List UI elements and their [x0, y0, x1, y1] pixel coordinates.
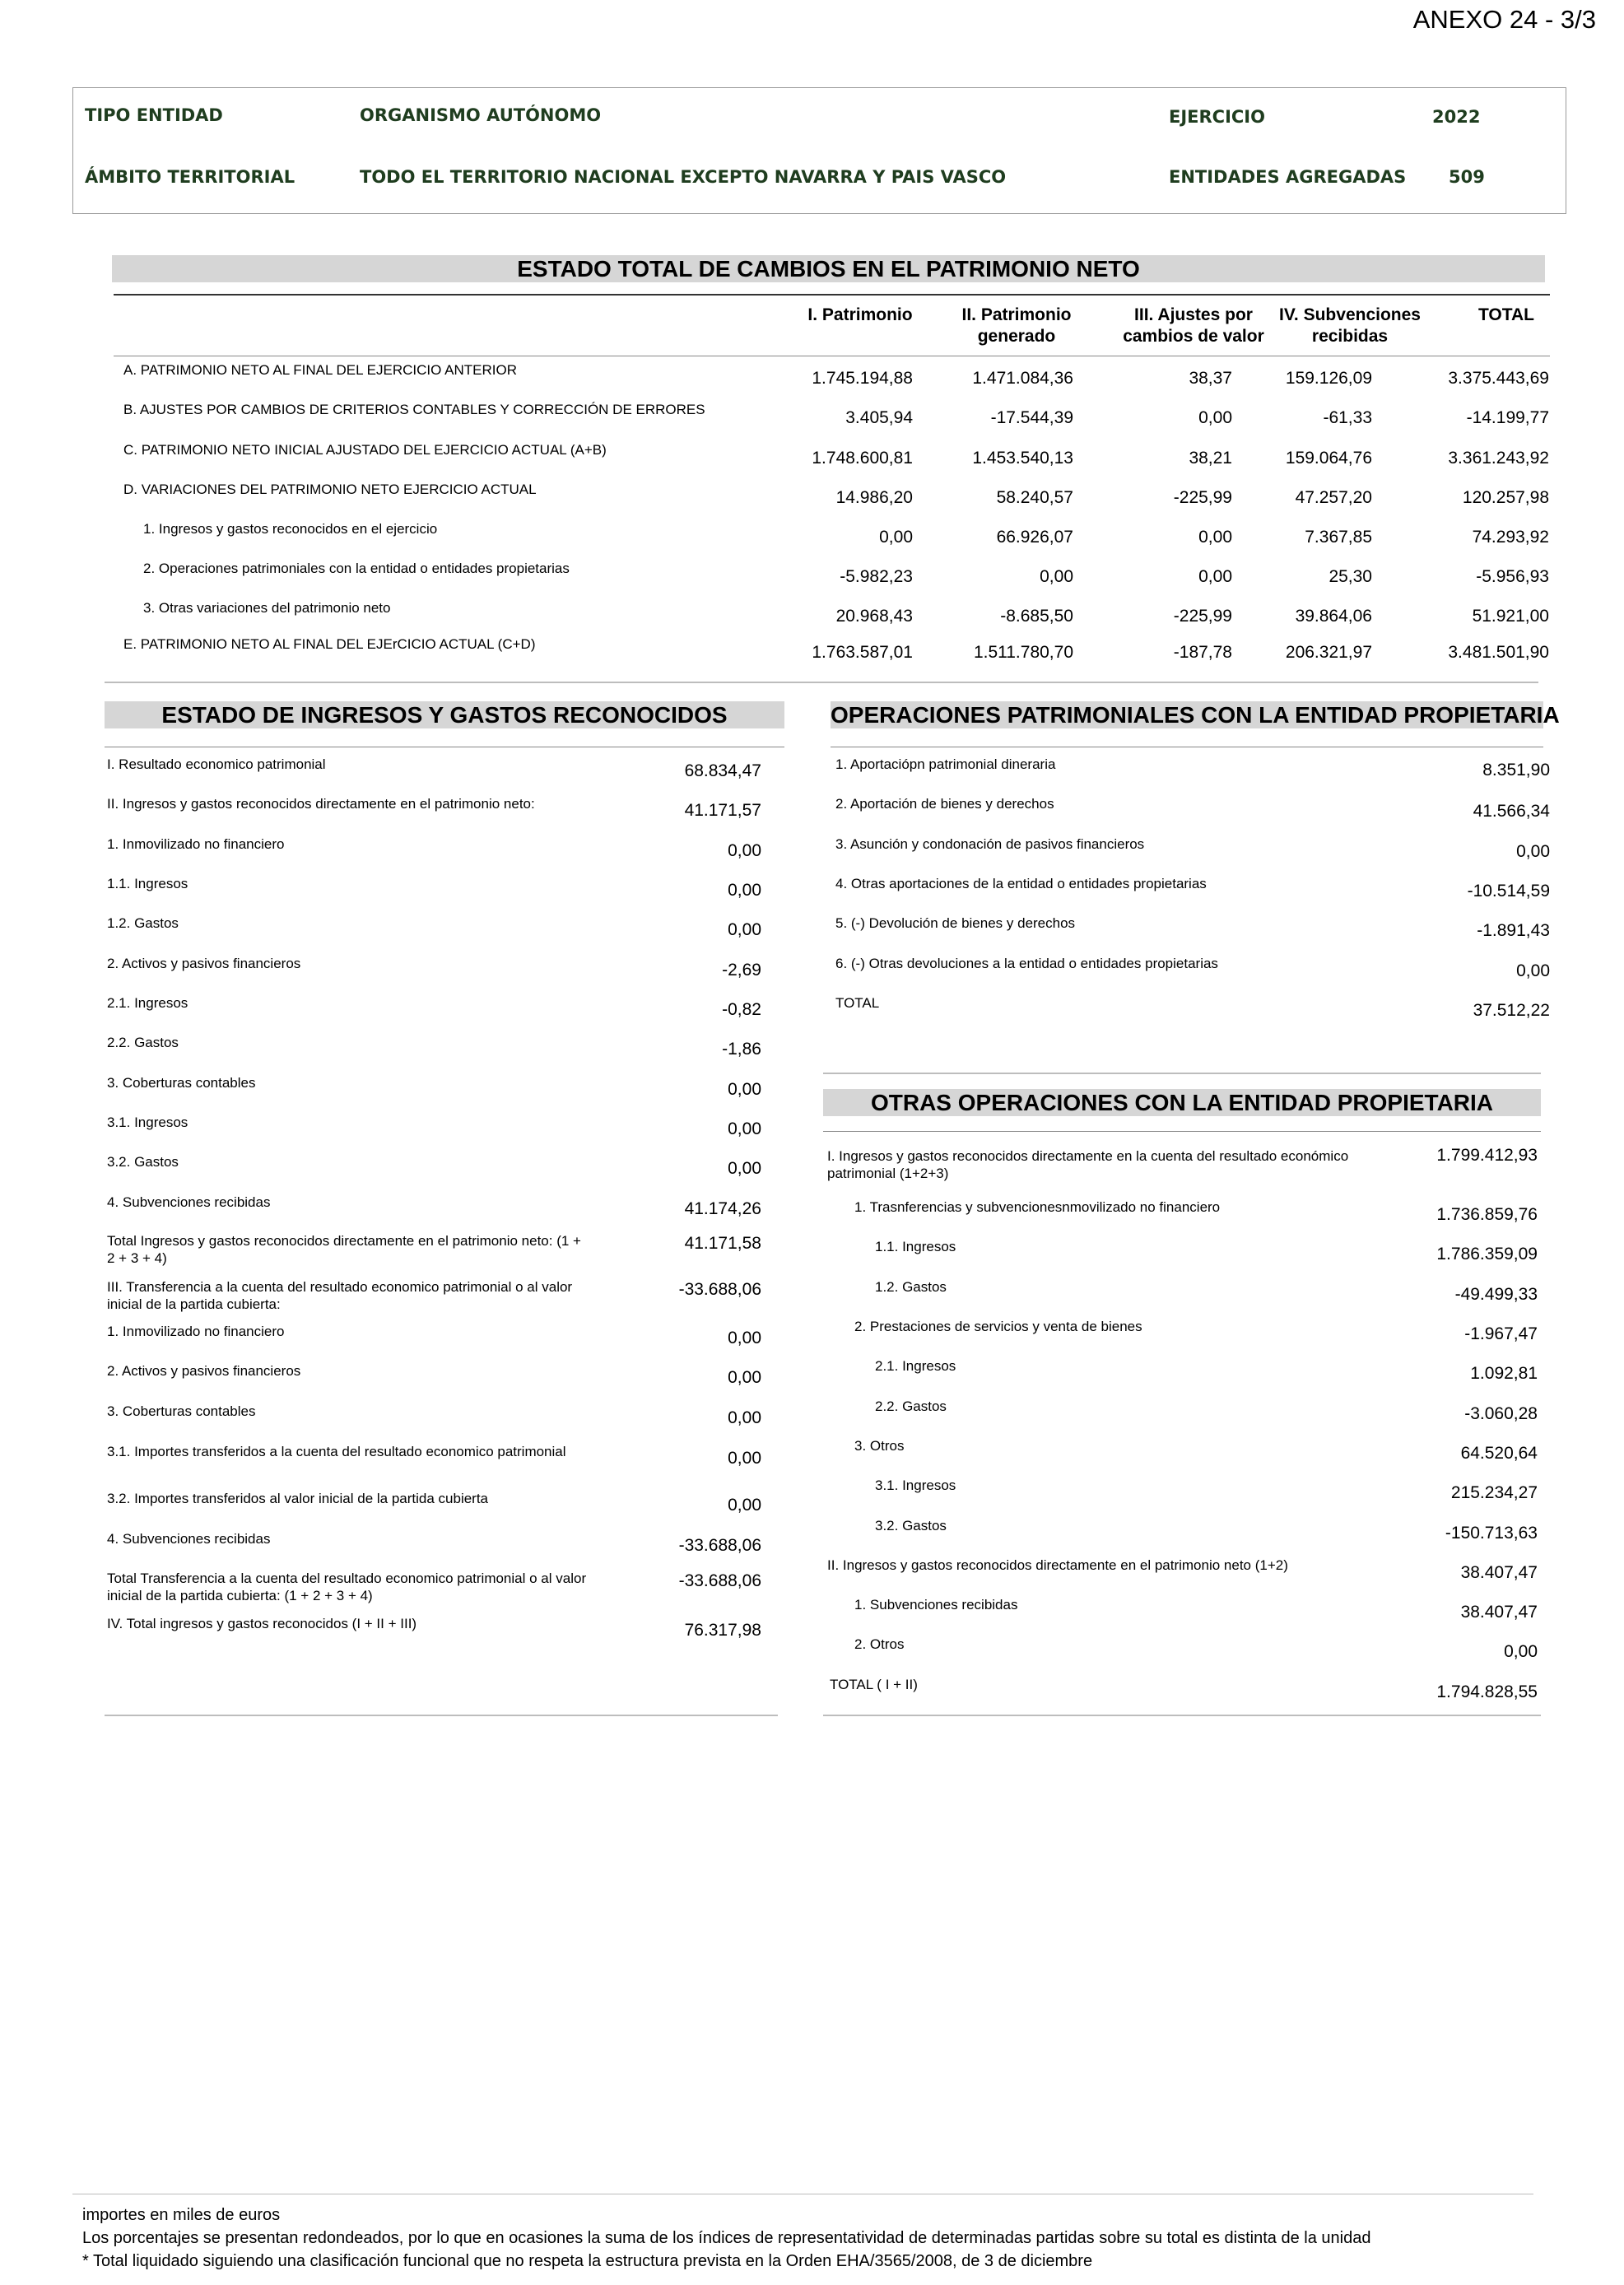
otras-row-label: 2.2. Gastos — [875, 1398, 947, 1414]
tipo-entidad-value: ORGANISMO AUTÓNOMO — [360, 105, 602, 125]
col-header-patrimonio-generado — [942, 305, 1091, 347]
ingresos-row-label: 2. Activos y pasivos financieros — [107, 956, 301, 971]
ingresos-row-value: 0,00 — [728, 1496, 761, 1515]
cambios-cell: 3.361.243,92 — [1448, 449, 1549, 468]
cambios-row — [115, 402, 1574, 438]
otras-row-value: -150.713,63 — [1445, 1524, 1538, 1543]
ingresos-row-label: 4. Subvenciones recibidas — [107, 1194, 271, 1210]
cambios-cell: -5.956,93 — [1476, 567, 1549, 586]
ingresos-row-value: 0,00 — [728, 881, 761, 900]
ingresos-row — [107, 1490, 761, 1529]
otras-row — [827, 1198, 1538, 1238]
ingresos-row-value: 68.834,47 — [684, 761, 761, 780]
otras-row-label: II. Ingresos y gastos reconocidos directamente en el patrimonio neto (1+2) — [827, 1557, 1288, 1573]
cambios-row — [115, 561, 1574, 597]
operaciones-row-value: 37.512,22 — [1473, 1001, 1550, 1020]
cambios-cell: 159.126,09 — [1285, 369, 1372, 388]
cambios-cell: -5.982,23 — [840, 567, 913, 586]
operaciones-row-label: 5. (-) Devolución de bienes y derechos — [835, 915, 1076, 931]
operaciones-row — [835, 914, 1550, 954]
ingresos-row — [107, 1530, 761, 1570]
ingresos-row — [107, 835, 761, 875]
entity-header-box — [72, 87, 1566, 214]
ingresos-row — [107, 1443, 761, 1482]
col-header-line: IV. Subvenciones — [1279, 305, 1421, 324]
col-header-total — [1449, 305, 1564, 326]
otras-row-label: 1. Trasnferencias y subvencionesnmovilizado no financiero — [854, 1199, 1221, 1215]
entidades-label: ENTIDADES AGREGADAS — [1169, 167, 1407, 187]
ingresos-row-label: I. Resultado economico patrimonial — [107, 756, 326, 772]
ingresos-row-label: 4. Subvenciones recibidas — [107, 1531, 271, 1547]
cambios-cell: 1.763.587,01 — [812, 643, 913, 662]
operaciones-row-label: 1. Aportaciópn patrimonial dineraria — [835, 756, 1056, 772]
otras-row — [827, 1398, 1538, 1437]
ingresos-row — [107, 875, 761, 914]
operaciones-row-label: 2. Aportación de bienes y derechos — [835, 796, 1054, 812]
ingresos-row — [107, 1278, 761, 1318]
otras-row — [827, 1557, 1538, 1596]
cambios-cell: 38,37 — [1189, 369, 1232, 388]
ambito-label: ÁMBITO TERRITORIAL — [85, 167, 295, 187]
otras-row — [827, 1238, 1538, 1277]
cambios-row-label: 2. Operaciones patrimoniales con la entidad o entidades propietarias — [143, 561, 570, 576]
ingresos-row-value: 0,00 — [728, 1329, 761, 1347]
col-header-line: recibidas — [1311, 327, 1389, 346]
otras-row-label: 2. Otros — [854, 1636, 905, 1652]
ingresos-row-value: 41.174,26 — [684, 1199, 761, 1218]
otras-row-label: 2.1. Ingresos — [875, 1358, 956, 1374]
cambios-row — [115, 482, 1574, 518]
cambios-cell: -225,99 — [1173, 607, 1232, 626]
otras-row-value: 64.520,64 — [1460, 1444, 1538, 1463]
cambios-cell: 206.321,97 — [1285, 643, 1372, 662]
otras-row-value: -1.967,47 — [1464, 1324, 1538, 1343]
operaciones-row — [835, 994, 1550, 1034]
otras-row-value: 1.092,81 — [1470, 1364, 1538, 1383]
ingresos-row-label: II. Ingresos y gastos reconocidos directamente en el patrimonio neto: — [107, 796, 535, 812]
cambios-row — [115, 636, 1574, 672]
ingresos-row-value: 0,00 — [728, 1159, 761, 1178]
ingresos-row — [107, 1615, 761, 1654]
col-header-ajustes — [1111, 305, 1276, 347]
ingresos-row-label: 3.1. Importes transferidos a la cuenta del resultado economico patrimonial — [107, 1444, 566, 1459]
ingresos-row-value: 0,00 — [728, 920, 761, 939]
ingresos-row — [107, 1074, 761, 1114]
ambito-value: TODO EL TERRITORIO NACIONAL EXCEPTO NAVARRA Y PAIS VASCO — [360, 167, 1007, 187]
cambios-cell: -17.544,39 — [990, 408, 1073, 427]
col-header-line: generado — [977, 327, 1056, 346]
operaciones-title: OPERACIONES PATRIMONIALES CON LA ENTIDAD PROPIETARIA — [831, 702, 1560, 728]
otras-row-value: -3.060,28 — [1464, 1404, 1538, 1423]
cambios-row — [115, 600, 1574, 636]
col-header-line: I. Patrimonio — [807, 305, 913, 324]
ejercicio-label: EJERCICIO — [1169, 107, 1265, 127]
ingresos-row-value: 0,00 — [728, 1119, 761, 1138]
cambios-cell: 0,00 — [1198, 567, 1232, 586]
otras-row — [827, 1517, 1538, 1557]
ingresos-bottom-rule — [105, 1715, 778, 1716]
cambios-cell: 0,00 — [1198, 528, 1232, 547]
ingresos-row — [107, 1403, 761, 1442]
col-header-line: II. Patrimonio — [961, 305, 1072, 324]
otras-row-value: 0,00 — [1504, 1642, 1538, 1661]
cambios-row-label: 3. Otras variaciones del patrimonio neto — [143, 600, 391, 616]
ingresos-row — [107, 914, 761, 954]
operaciones-row-value: -10.514,59 — [1467, 882, 1550, 901]
cambios-cell: 58.240,57 — [996, 488, 1073, 507]
ingresos-row-value: 0,00 — [728, 1449, 761, 1468]
ingresos-row — [107, 1114, 761, 1153]
ingresos-row-label: 3.2. Gastos — [107, 1154, 179, 1170]
otras-row-label: 1.2. Gastos — [875, 1279, 947, 1295]
ingresos-title: ESTADO DE INGRESOS Y GASTOS RECONOCIDOS — [105, 701, 784, 728]
otras-top-rule — [823, 1131, 1541, 1132]
otras-row-value: 1.786.359,09 — [1436, 1245, 1538, 1263]
ingresos-row-label: Total Transferencia a la cuenta del resultado economico patrimonial o al valor inicial de la partida cubierta: (1 + 2 + 3 + 4) — [107, 1571, 587, 1603]
ingresos-row-value: 0,00 — [728, 1408, 761, 1427]
cambios-cell: 0,00 — [1040, 567, 1073, 586]
ingresos-row-label: 2.1. Ingresos — [107, 995, 188, 1011]
operaciones-row-label: 6. (-) Otras devoluciones a la entidad o entidades propietarias — [835, 956, 1218, 971]
cambios-cell: 38,21 — [1189, 449, 1232, 468]
cambios-cell: -61,33 — [1323, 408, 1372, 427]
otras-row — [827, 1147, 1538, 1187]
cambios-row — [115, 442, 1574, 478]
operaciones-row — [835, 795, 1550, 835]
ingresos-row-value: 41.171,57 — [684, 801, 761, 820]
otras-bottom-rule — [823, 1715, 1541, 1716]
operaciones-row-value: 0,00 — [1516, 961, 1550, 980]
cambios-bottom-rule — [105, 682, 1538, 683]
otras-row-label: TOTAL ( I + II) — [830, 1677, 918, 1692]
otras-row — [827, 1357, 1538, 1397]
otras-row-value: 1.794.828,55 — [1436, 1682, 1538, 1701]
cambios-cell: 1.745.194,88 — [812, 369, 913, 388]
operaciones-row-label: 4. Otras aportaciones de la entidad o entidades propietarias — [835, 876, 1207, 891]
ingresos-row-label: 2.2. Gastos — [107, 1035, 179, 1050]
cambios-cell: 0,00 — [1198, 408, 1232, 427]
cambios-row-label: B. AJUSTES POR CAMBIOS DE CRITERIOS CONTABLES Y CORRECCIÓN DE ERRORES — [123, 402, 705, 417]
otras-row-value: -49.499,33 — [1454, 1285, 1538, 1304]
otras-row — [827, 1278, 1538, 1318]
otras-row — [827, 1477, 1538, 1516]
ingresos-row-value: -2,69 — [722, 961, 761, 980]
ingresos-row-value: 41.171,58 — [684, 1234, 761, 1253]
cambios-row — [115, 521, 1574, 557]
ingresos-row-label: 2. Activos y pasivos financieros — [107, 1363, 301, 1379]
ingresos-row-value: -0,82 — [722, 1000, 761, 1019]
cambios-cell: 74.293,92 — [1472, 528, 1549, 547]
cambios-cell: 0,00 — [879, 528, 913, 547]
operaciones-row — [835, 835, 1550, 875]
ingresos-row-label: 1.1. Ingresos — [107, 876, 188, 891]
col-header-line: cambios de valor — [1123, 327, 1264, 346]
operaciones-row — [835, 955, 1550, 994]
cambios-cell: 39.864,06 — [1295, 607, 1372, 626]
cambios-cell: 1.511.780,70 — [973, 643, 1073, 662]
otras-row — [827, 1318, 1538, 1357]
otras-row-label: 1. Subvenciones recibidas — [854, 1597, 1018, 1613]
ingresos-row-label: IV. Total ingresos y gastos reconocidos (I + II + III) — [107, 1616, 417, 1631]
ingresos-row-value: -33.688,06 — [678, 1280, 761, 1299]
operaciones-row — [835, 756, 1550, 795]
ingresos-row — [107, 1362, 761, 1402]
cambios-cell: 14.986,20 — [835, 488, 913, 507]
otras-row-label: 3.2. Gastos — [875, 1518, 947, 1533]
otras-row-value: 1.736.859,76 — [1436, 1205, 1538, 1224]
otras-row-value: 215.234,27 — [1450, 1483, 1538, 1502]
col-header-subvenciones — [1268, 305, 1432, 347]
operaciones-row-value: 41.566,34 — [1473, 802, 1550, 821]
cambios-cell: -187,78 — [1173, 643, 1232, 662]
operaciones-row-label: 3. Asunción y condonación de pasivos financieros — [835, 836, 1145, 852]
ingresos-row — [107, 1323, 761, 1362]
cambios-cell: 1.471.084,36 — [972, 369, 1073, 388]
cambios-cell: 120.257,98 — [1462, 488, 1549, 507]
operaciones-row-value: 0,00 — [1516, 842, 1550, 861]
cambios-cell: 7.367,85 — [1305, 528, 1372, 547]
ingresos-row-label: 3.2. Importes transferidos al valor inicial de la partida cubierta — [107, 1491, 489, 1506]
footer-rounding-note: Los porcentajes se presentan redondeados, por lo que en ocasiones la suma de los índices de representatividad de determinadas partidas sobre su total es distinta de la unidad — [82, 2229, 1371, 2247]
cambios-cell: 51.921,00 — [1472, 607, 1549, 626]
otras-separator-rule — [823, 1073, 1541, 1074]
otras-row-label: 1.1. Ingresos — [875, 1239, 956, 1254]
cambios-row-label: A. PATRIMONIO NETO AL FINAL DEL EJERCICIO ANTERIOR — [123, 362, 517, 378]
otras-row-label: 3. Otros — [854, 1438, 905, 1454]
col-header-patrimonio — [786, 305, 934, 326]
ingresos-row — [107, 1232, 761, 1272]
otras-title: OTRAS OPERACIONES CON LA ENTIDAD PROPIETARIA — [823, 1089, 1541, 1116]
ingresos-row — [107, 1034, 761, 1073]
ingresos-row — [107, 994, 761, 1034]
cambios-cell: 1.748.600,81 — [812, 449, 913, 468]
operaciones-row-value: 8.351,90 — [1482, 761, 1550, 780]
otras-row-value: 38.407,47 — [1460, 1603, 1538, 1622]
otras-row-label: 3.1. Ingresos — [875, 1478, 956, 1493]
col-header-line: III. Ajustes por — [1134, 305, 1253, 324]
cambios-row-label: D. VARIACIONES DEL PATRIMONIO NETO EJERCICIO ACTUAL — [123, 482, 537, 497]
footer-units-note: importes en miles de euros — [82, 2206, 281, 2224]
ingresos-row-label: Total Ingresos y gastos reconocidos directamente en el patrimonio neto: (1 + 2 + 3 + 4) — [107, 1233, 581, 1266]
otras-row-label: 2. Prestaciones de servicios y venta de bienes — [854, 1319, 1142, 1334]
otras-row-value: 1.799.412,93 — [1436, 1146, 1538, 1165]
ingresos-row-value: 76.317,98 — [684, 1621, 761, 1640]
cambios-cell: 20.968,43 — [835, 607, 913, 626]
otras-row-label: I. Ingresos y gastos reconocidos directamente en la cuenta del resultado económico patrimonial (1+2+3) — [827, 1148, 1349, 1181]
cambios-cell: 47.257,20 — [1295, 488, 1372, 507]
cambios-row-label: E. PATRIMONIO NETO AL FINAL DEL EJErCICIO ACTUAL (C+D) — [123, 636, 536, 652]
ingresos-row-label: 3.1. Ingresos — [107, 1115, 188, 1130]
otras-row-value: 38.407,47 — [1460, 1563, 1538, 1582]
cambios-cell: 1.453.540,13 — [972, 449, 1073, 468]
ingresos-row-value: -33.688,06 — [678, 1536, 761, 1555]
cambios-cell: 3.481.501,90 — [1448, 643, 1549, 662]
cambios-cell: 25,30 — [1329, 567, 1372, 586]
ingresos-row-label: 3. Coberturas contables — [107, 1075, 256, 1091]
cambios-cell: -225,99 — [1173, 488, 1232, 507]
annex-label: ANEXO 24 - 3/3 — [1412, 5, 1596, 34]
ingresos-row-value: 0,00 — [728, 841, 761, 860]
cambios-top-rule — [114, 294, 1550, 296]
ingresos-row-label: 3. Coberturas contables — [107, 1403, 256, 1419]
tipo-entidad-label: TIPO ENTIDAD — [85, 105, 223, 125]
ingresos-row — [107, 955, 761, 994]
cambios-row — [115, 362, 1574, 398]
entidades-value: 509 — [1449, 167, 1485, 187]
ingresos-row — [107, 795, 761, 835]
cambios-row-label: 1. Ingresos y gastos reconocidos en el ejercicio — [143, 521, 438, 537]
cambios-cell: 66.926,07 — [996, 528, 1073, 547]
operaciones-row-label: TOTAL — [835, 995, 880, 1011]
cambios-title: ESTADO TOTAL DE CAMBIOS EN EL PATRIMONIO NETO — [112, 255, 1545, 282]
ingresos-row — [107, 1570, 761, 1609]
ejercicio-value: 2022 — [1432, 107, 1481, 127]
cambios-cell: -14.199,77 — [1466, 408, 1549, 427]
ingresos-row-value: 0,00 — [728, 1368, 761, 1387]
otras-row — [827, 1596, 1538, 1636]
otras-row — [827, 1437, 1538, 1477]
cambios-cell: 159.064,76 — [1285, 449, 1372, 468]
ingresos-row — [107, 1153, 761, 1193]
footer-liquidation-note: * Total liquidado siguiendo una clasificación funcional que no respeta la estructura prevista en la Orden EHA/3565/2008, de 3 de diciembre — [82, 2252, 1093, 2270]
col-header-line: TOTAL — [1477, 305, 1535, 324]
ingresos-row-value: -1,86 — [722, 1040, 761, 1059]
ingresos-row — [107, 756, 761, 795]
ingresos-row-label: 1.2. Gastos — [107, 915, 179, 931]
otras-row — [827, 1636, 1538, 1675]
otras-row — [827, 1676, 1538, 1715]
ingresos-row — [107, 1194, 761, 1233]
operaciones-row — [835, 875, 1550, 914]
operaciones-row-value: -1.891,43 — [1477, 921, 1550, 940]
ingresos-row-label: 1. Inmovilizado no financiero — [107, 836, 285, 852]
ingresos-row-label: III. Transferencia a la cuenta del resultado economico patrimonial o al valor inicial de la partida cubierta: — [107, 1279, 573, 1312]
cambios-cell: 3.405,94 — [845, 408, 913, 427]
ingresos-row-label: 1. Inmovilizado no financiero — [107, 1324, 285, 1339]
cambios-cell: 3.375.443,69 — [1448, 369, 1549, 388]
cambios-row-label: C. PATRIMONIO NETO INICIAL AJUSTADO DEL EJERCICIO ACTUAL (A+B) — [123, 442, 607, 458]
ingresos-row-value: 0,00 — [728, 1080, 761, 1099]
cambios-cell: -8.685,50 — [1000, 607, 1073, 626]
ingresos-row-value: -33.688,06 — [678, 1571, 761, 1590]
